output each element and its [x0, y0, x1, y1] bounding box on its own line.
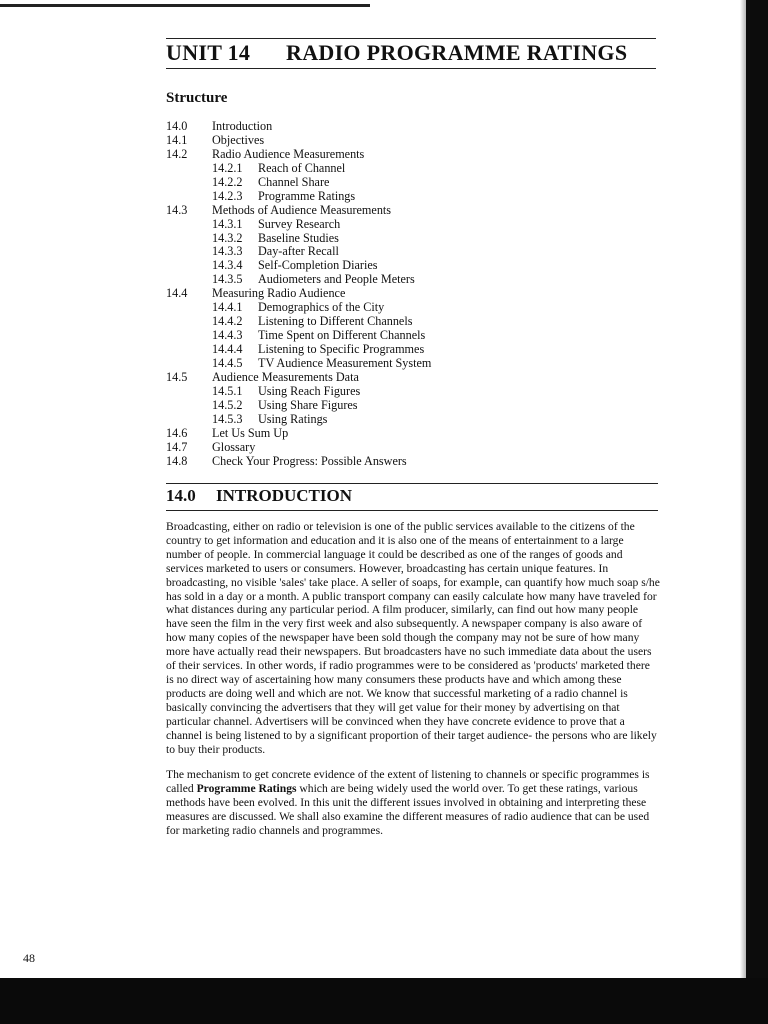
toc-item-label: Let Us Sum Up: [212, 425, 289, 440]
toc-item-number: 14.1: [166, 132, 188, 147]
page-number: 48: [23, 951, 35, 965]
structure-heading: Structure: [166, 90, 228, 106]
toc-subitem-number: 14.4.1: [212, 300, 243, 315]
toc-subitem-label: Listening to Specific Programmes: [258, 342, 425, 356]
toc-item-label: Radio Audience Measurements: [212, 146, 365, 161]
toc-item-number: 14.3: [166, 202, 188, 217]
page-edge-shadow: [746, 0, 768, 1024]
toc-item: [166, 148, 431, 162]
toc-item-label: Introduction: [212, 119, 273, 133]
paragraph-2: [166, 768, 660, 838]
toc-item-number: 14.7: [166, 439, 188, 454]
toc-subitem-label: Demographics of the City: [258, 300, 385, 315]
toc-item: [166, 162, 431, 176]
toc-subitem-label: Survey Research: [258, 216, 341, 231]
programme-ratings-term: Programme Ratings: [196, 782, 297, 796]
toc-item-label: Measuring Radio Audience: [212, 286, 346, 301]
toc-item: [166, 455, 431, 469]
toc-subitem-number: 14.4.5: [212, 355, 243, 370]
toc-item-number: 14.5: [166, 369, 188, 384]
toc-item-label: Check Your Progress: Possible Answers: [212, 453, 407, 468]
toc-item: [166, 357, 431, 371]
paragraph-2-text-cont: which are being widely used the world over. To get these ratings, various methods have been evolved. In this unit the different issues involved in obtaining and interpreting these measures are discussed. We shall also examine the different measures of radio audience that can be used for marketing radio channels and programmes.: [166, 782, 650, 838]
section-number: 14.0: [166, 486, 196, 505]
body-text: [166, 520, 660, 850]
toc-item: [166, 301, 431, 315]
toc-subitem-label: Using Ratings: [258, 411, 328, 426]
toc-subitem-number: 14.5.1: [212, 383, 243, 398]
toc-subitem-number: 14.4.3: [212, 328, 243, 343]
toc-subitem-number: 14.5.2: [212, 397, 243, 412]
toc-item: [166, 371, 431, 385]
toc-subitem-label: Programme Ratings: [258, 188, 356, 203]
toc-subitem-label: Channel Share: [258, 174, 330, 189]
toc-item: [166, 427, 431, 441]
toc-item-number: 14.6: [166, 425, 188, 440]
toc-item: [166, 287, 431, 301]
toc-subitem-label: Listening to Different Channels: [258, 314, 413, 329]
toc-item: [166, 134, 431, 148]
toc-item-label: Audience Measurements Data: [212, 369, 359, 384]
toc-item: [166, 385, 431, 399]
toc-subitem-number: 14.3.5: [212, 272, 243, 287]
toc-item: [166, 245, 431, 259]
toc-subitem-number: 14.3.2: [212, 230, 243, 245]
toc-subitem-label: Time Spent on Different Channels: [258, 328, 426, 343]
toc-item: [166, 441, 431, 455]
toc-item-label: Objectives: [212, 132, 265, 147]
toc-subitem-number: 14.2.2: [212, 174, 243, 189]
toc-subitem-number: 14.3.1: [212, 216, 243, 231]
top-rule: [0, 4, 370, 7]
toc-subitem-number: 14.4.4: [212, 342, 243, 356]
unit-title-text: RADIO PROGRAMME RATINGS: [286, 40, 628, 65]
section-heading: [166, 483, 658, 511]
toc-subitem-label: Self-Completion Diaries: [258, 258, 378, 273]
toc-item-number: 14.4: [166, 286, 188, 301]
toc-item: [166, 120, 431, 134]
section-title: INTRODUCTION: [216, 486, 353, 505]
scan-bottom-band: [0, 978, 768, 1024]
toc-subitem-number: 14.5.3: [212, 411, 243, 426]
toc-subitem-number: 14.4.2: [212, 314, 243, 329]
toc-subitem-label: TV Audience Measurement System: [258, 355, 432, 370]
toc-subitem-label: Reach of Channel: [258, 160, 346, 175]
paragraph-2-text: The mechanism to get concrete evidence of the extent of listening to channels or specific programmes is called: [166, 768, 650, 796]
toc-subitem-label: Audiometers and People Meters: [258, 272, 415, 287]
toc-subitem-label: Day-after Recall: [258, 244, 339, 259]
table-of-contents: [166, 120, 431, 468]
toc-subitem-label: Baseline Studies: [258, 230, 339, 245]
unit-number: UNIT 14: [166, 40, 251, 65]
paragraph-1: Broadcasting, either on radio or television is one of the public services available to the citizens of the country to get information and education and it is also one of the means of entertainment to a large number of people. In commercial language it could be described as one of the ranges of goods and services marketed to users or consumers. However, broadcasting has certain unique features. In broadcasting, no visible 'sales' take place. A seller of soaps, for example, can quantify how much soap s/he has sold in a day or a month. A public transport company can easily calculate how many have traveled for what distances during any particular period. A film producer, similarly, can find out how many people have seen the film in the very first week and also subsequently. A newspaper company is also aware of how many copies of the newspaper have been sold though the company may not be sure of how many more have actually read their newspapers. But broadcasters have no such immediate data about the users of their services. In other words, if radio programmes were to be considered as 'products' marketed there is no direct way of ascertaining how many consumers these products have and which among these products are doing well and which are not. We know that successful marketing of a radio channel is basically convincing the advertisers that they will get value for their money by advertising on that particular channel. Advertisers will be convinced when they have concrete evidence to prove that a channel is being listened to by a significant proportion of their target audience- the persons who are likely to buy their products.: [166, 520, 660, 756]
toc-item-label: Methods of Audience Measurements: [212, 202, 392, 217]
toc-item-number: 14.0: [166, 119, 188, 133]
toc-subitem-number: 14.3.3: [212, 244, 243, 259]
toc-item-number: 14.2: [166, 146, 188, 161]
toc-item: [166, 218, 431, 232]
toc-item: [166, 190, 431, 204]
toc-item: [166, 232, 431, 246]
toc-item: [166, 259, 431, 273]
toc-item-number: 14.8: [166, 453, 188, 468]
unit-title: [166, 38, 656, 69]
toc-item: [166, 343, 431, 357]
toc-subitem-number: 14.2.3: [212, 188, 243, 203]
toc-subitem-label: Using Reach Figures: [258, 383, 361, 398]
toc-subitem-number: 14.3.4: [212, 258, 243, 273]
toc-item: [166, 315, 431, 329]
toc-item: [166, 413, 431, 427]
toc-item-label: Glossary: [212, 439, 256, 454]
toc-item: [166, 329, 431, 343]
toc-item: [166, 399, 431, 413]
toc-subitem-number: 14.2.1: [212, 160, 243, 175]
toc-subitem-label: Using Share Figures: [258, 397, 358, 412]
toc-item: [166, 176, 431, 190]
toc-item: [166, 273, 431, 287]
toc-item: [166, 204, 431, 218]
